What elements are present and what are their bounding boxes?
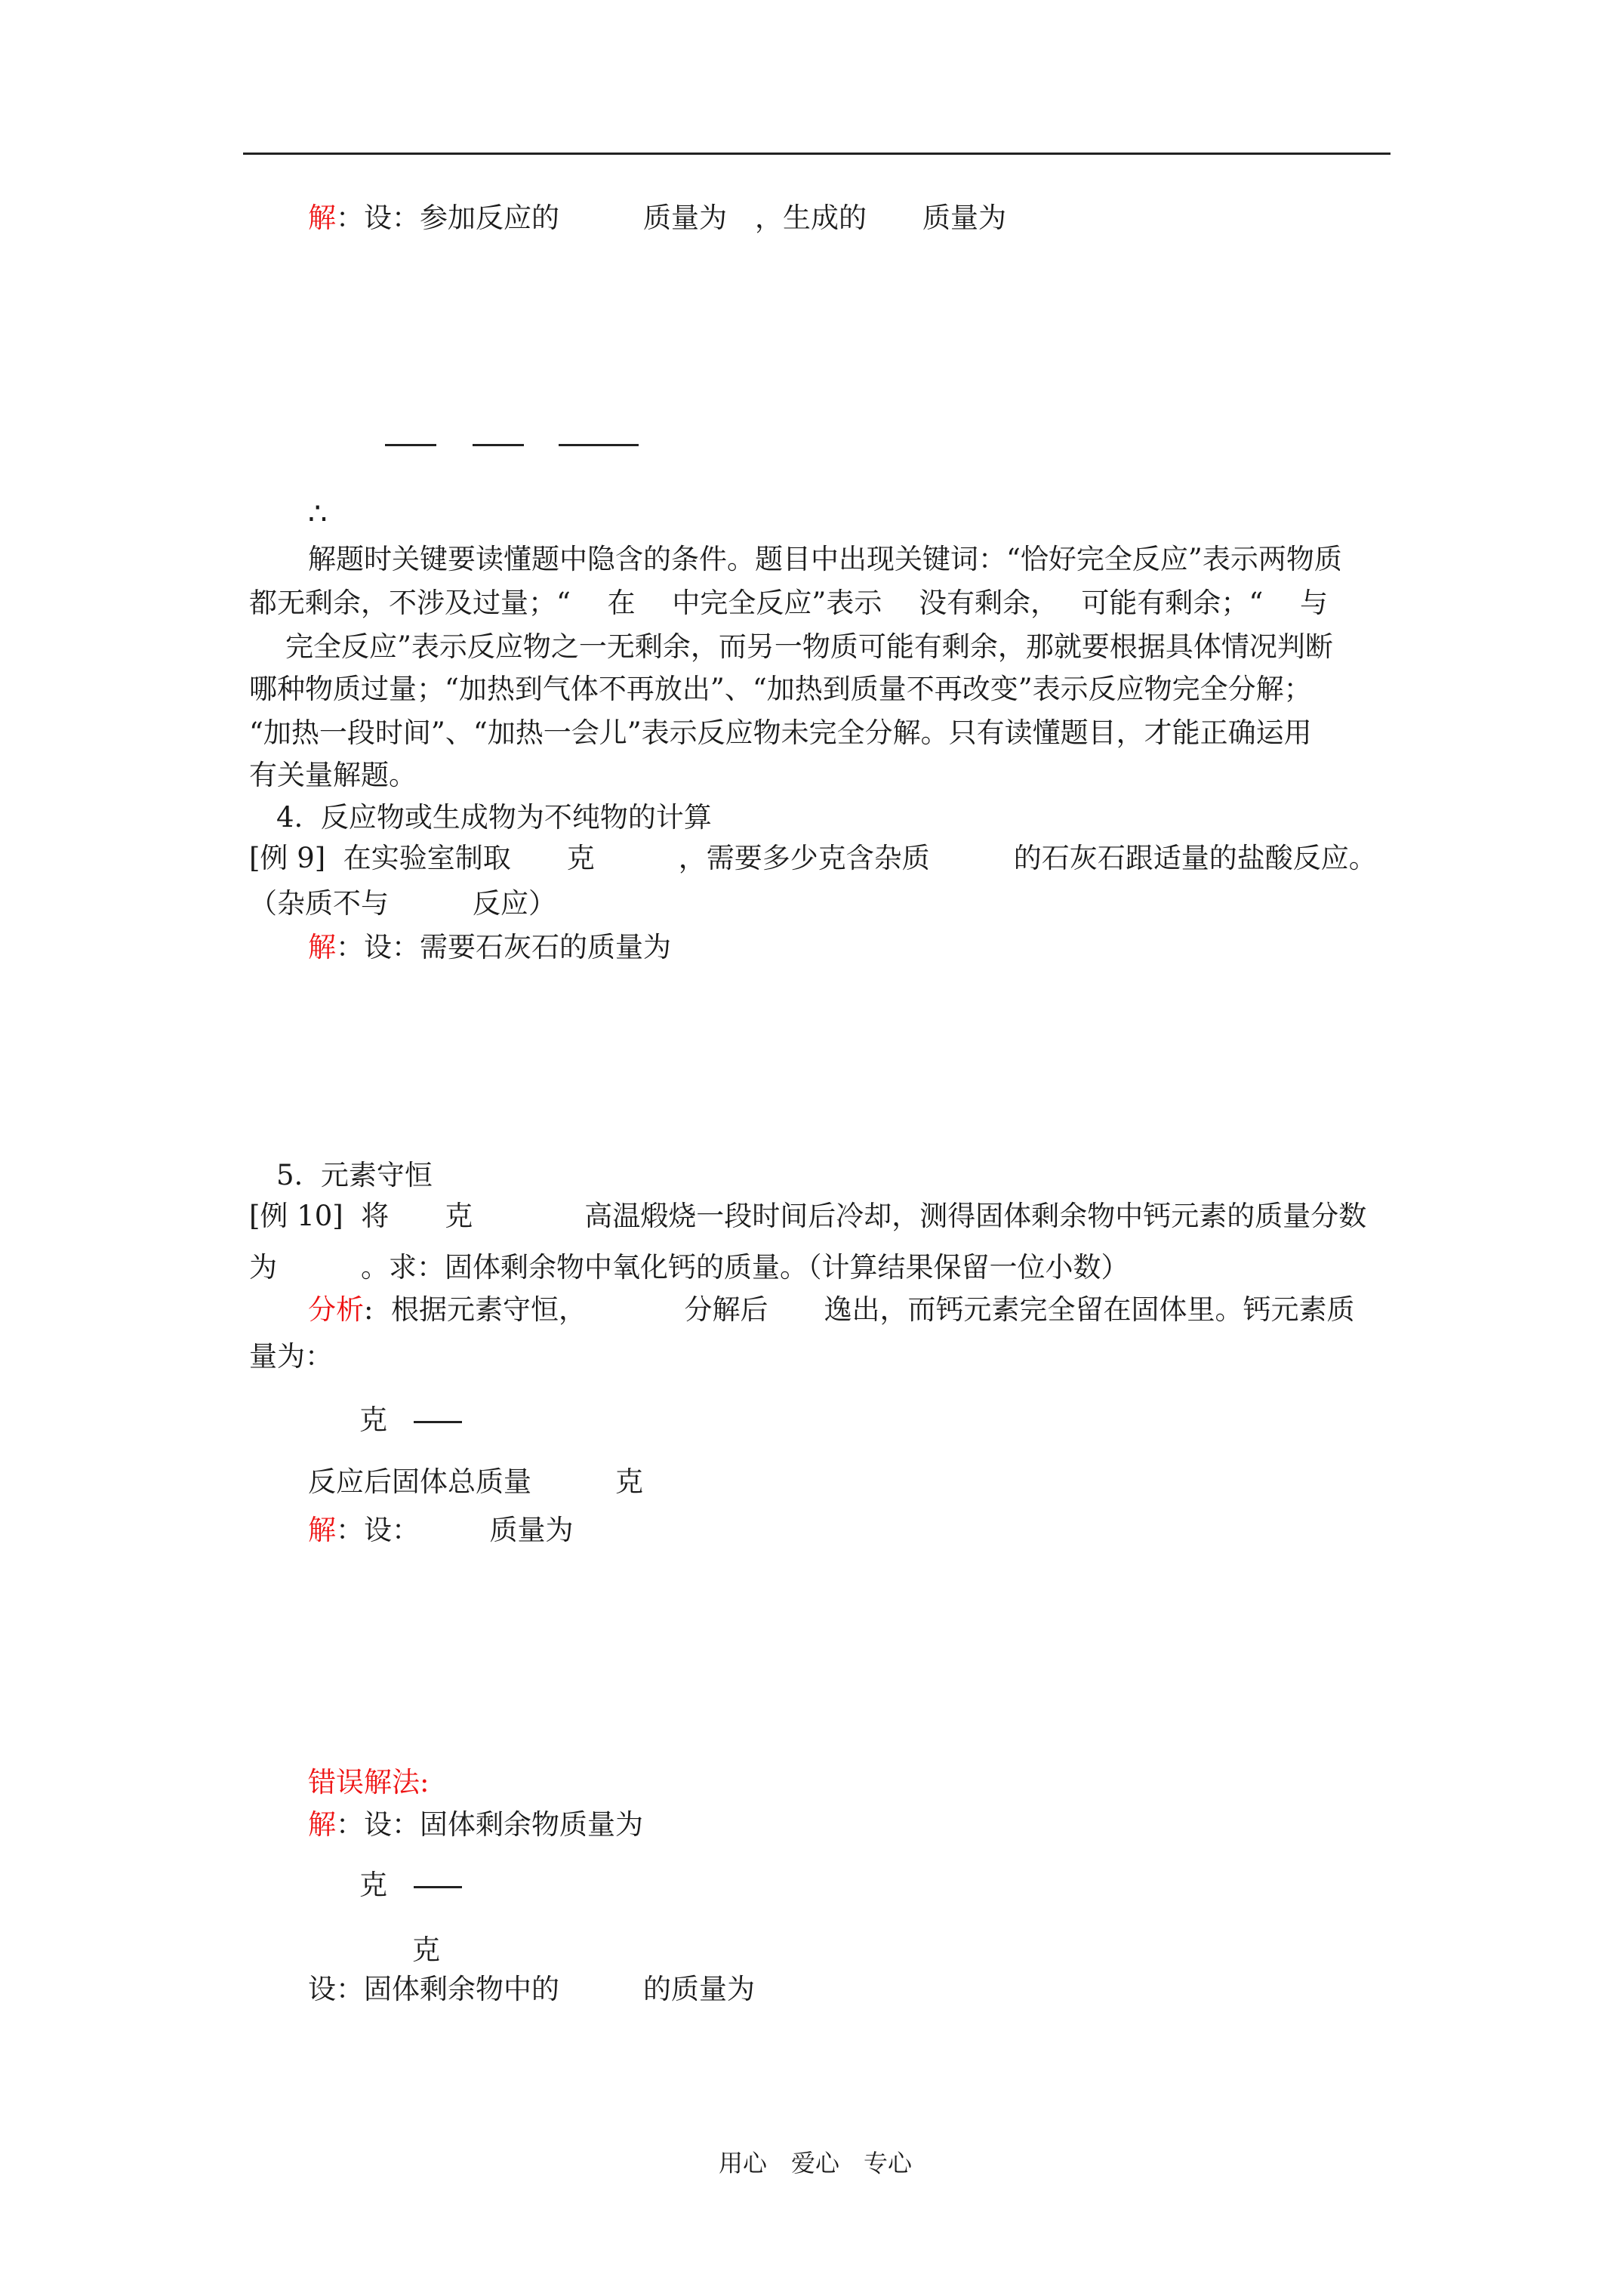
- solution-label: 解: [308, 931, 336, 963]
- calc-line-1: 克: [359, 1404, 387, 1436]
- fraction-bar-3: [559, 444, 639, 446]
- paragraph-line: 都无剩余，不涉及过量；“ 在 中完全反应”表示 没有剩余， 可能有剩余；“ 与: [249, 587, 1329, 619]
- example-9-note: （杂质不与 反应）: [249, 887, 556, 920]
- fraction-bar-2: [473, 444, 524, 446]
- calc-line-3: 克: [359, 1869, 387, 1901]
- section-heading-5: 5. 元素守恒: [276, 1159, 433, 1191]
- example-9-text: [例 9] 在实验室制取 克 ，需要多少克含杂质 的石灰石跟适量的盐酸反应。: [249, 842, 1377, 874]
- calc-line-2: 反应后固体总质量 克: [308, 1465, 643, 1498]
- analysis-continued: 量为：: [249, 1340, 333, 1373]
- paragraph-line: 哪种物质过量；“加热到气体不再放出”、“加热到质量不再改变”表示反应物完全分解；: [249, 673, 1312, 705]
- solution-line-3: [308, 1513, 574, 1548]
- analysis-text: : 根据元素守恒， 分解后 逸出，而钙元素完全留在固体里。钙元素质: [364, 1293, 1355, 1326]
- page-footer: 用心 爱心 专心: [719, 2149, 913, 2177]
- example-10-text: [例 10] 将 克 高温煅烧一段时间后冷却，测得固体剩余物中钙元素的质量分数: [249, 1200, 1367, 1232]
- solution-text: ：设：固体剩余物质量为: [336, 1808, 643, 1841]
- solution-text: ：设：参加反应的 质量为 ，生成的 质量为: [336, 202, 1006, 234]
- solution-label: 解: [308, 1514, 336, 1546]
- solution-line-2: [308, 930, 671, 965]
- section-heading-4: 4. 反应物或生成物为不纯物的计算: [276, 801, 712, 834]
- solution-text: ：设： 质量为: [336, 1514, 574, 1546]
- solution-label: 解: [308, 1808, 336, 1841]
- paragraph-line: “加热一段时间”、“加热一会儿”表示反应物未完全分解。只有读懂题目，才能正确运用: [249, 717, 1312, 749]
- solution-label: 解: [308, 202, 336, 234]
- analysis-label: 分析: [308, 1293, 364, 1326]
- therefore-symbol: ∴: [308, 497, 328, 532]
- example-10-question: 为 。求：固体剩余物中氧化钙的质量。（计算结果保留一位小数）: [249, 1251, 1129, 1284]
- header-rule: [243, 153, 1390, 155]
- solution-line-4: [308, 1808, 643, 1842]
- paragraph-line: 解题时关键要读懂题中隐含的条件。题目中出现关键词：“恰好完全反应”表示两物质: [308, 543, 1342, 575]
- calc-line-4: 克: [412, 1934, 440, 1966]
- fraction-bar-4: [414, 1421, 462, 1423]
- fraction-bar-1: [385, 444, 436, 446]
- wrong-solution-label: 错误解法:: [308, 1766, 430, 1798]
- fraction-bar-5: [414, 1886, 462, 1888]
- paragraph-line: 有关量解题。: [249, 759, 417, 791]
- solution-text: ：设：需要石灰石的质量为: [336, 931, 671, 963]
- solution-line-1: [308, 201, 1006, 236]
- paragraph-line: 完全反应”表示反应物之一无剩余，而另一物质可能有剩余，那就要根据具体情况判断: [285, 630, 1333, 663]
- solution-line-5: 设：固体剩余物中的 的质量为: [308, 1973, 755, 2005]
- analysis-line: [308, 1293, 1355, 1327]
